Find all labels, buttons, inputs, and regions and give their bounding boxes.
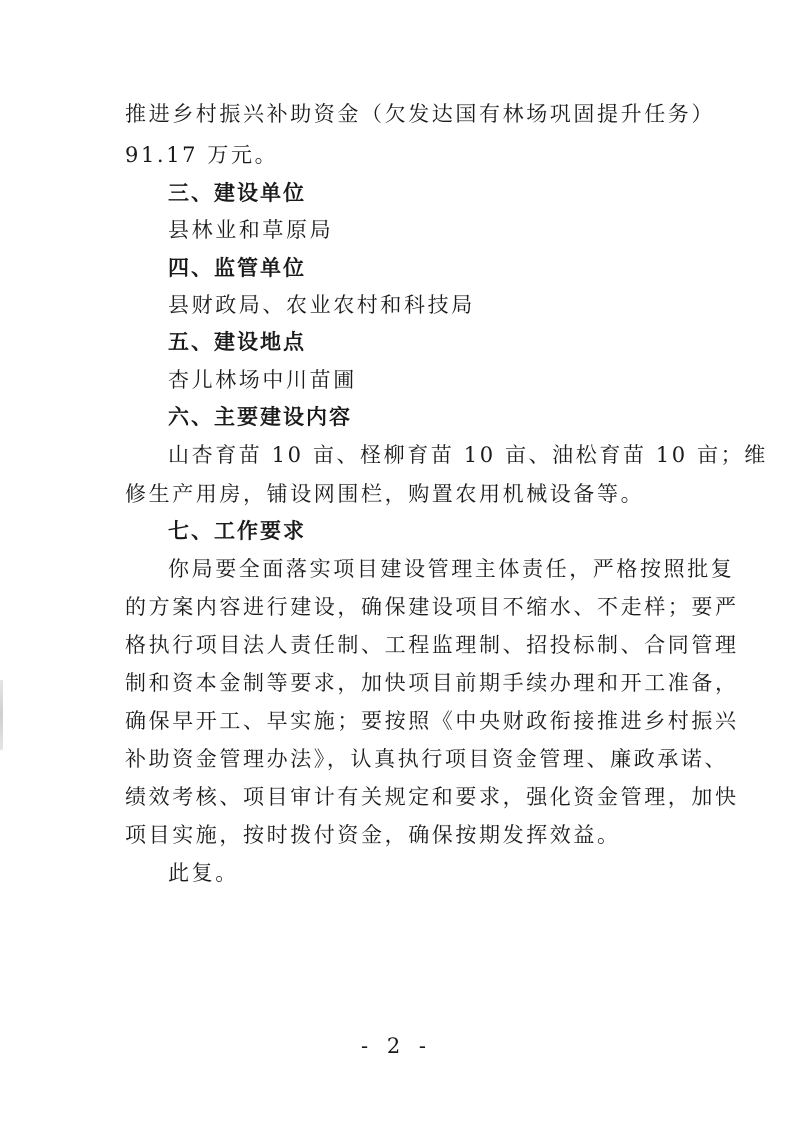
requirements-text: 确保早开工、早实施；要按照《中央财政衔接推进乡村振兴 — [125, 709, 739, 733]
body-text-line: 推进乡村振兴补助资金（欠发达国有林场巩固提升任务） — [125, 102, 715, 126]
page-number: - 2 - — [361, 1034, 432, 1058]
main-content-text: 山杏育苗 10 亩、柽柳育苗 10 亩、油松育苗 10 亩；维 — [168, 443, 768, 467]
scan-edge-mark — [0, 680, 3, 750]
requirements-text: 的方案内容进行建设，确保建设项目不缩水、不走样；要严 — [125, 595, 739, 619]
section-heading-supervision-unit: 四、监管单位 — [168, 256, 306, 280]
section-heading-construction-unit: 三、建设单位 — [168, 181, 306, 205]
main-content-text: 修生产用房，铺设网围栏，购置农用机械设备等。 — [125, 482, 645, 506]
closing-text: 此复。 — [168, 861, 239, 885]
requirements-text: 补助资金管理办法》，认真执行项目资金管理、廉政承诺、 — [125, 747, 729, 771]
location-text: 杏儿林场中川苗圃 — [168, 368, 357, 392]
section-heading-main-content: 六、主要建设内容 — [168, 405, 352, 429]
section-heading-requirements: 七、工作要求 — [168, 519, 306, 543]
requirements-text: 你局要全面落实项目建设管理主体责任，严格按照批复 — [168, 557, 735, 581]
construction-unit-text: 县林业和草原局 — [168, 218, 334, 242]
body-text-line: 91.17 万元。 — [125, 143, 279, 167]
requirements-text: 格执行项目法人责任制、工程监理制、招投标制、合同管理 — [125, 633, 739, 657]
section-heading-location: 五、建设地点 — [168, 330, 306, 354]
requirements-text: 绩效考核、项目审计有关规定和要求，强化资金管理，加快 — [125, 785, 739, 809]
requirements-text: 项目实施，按时拨付资金，确保按期发挥效益。 — [125, 823, 621, 847]
supervision-unit-text: 县财政局、农业农村和科技局 — [168, 293, 475, 317]
requirements-text: 制和资本金制等要求，加快项目前期手续办理和开工准备， — [125, 671, 739, 695]
